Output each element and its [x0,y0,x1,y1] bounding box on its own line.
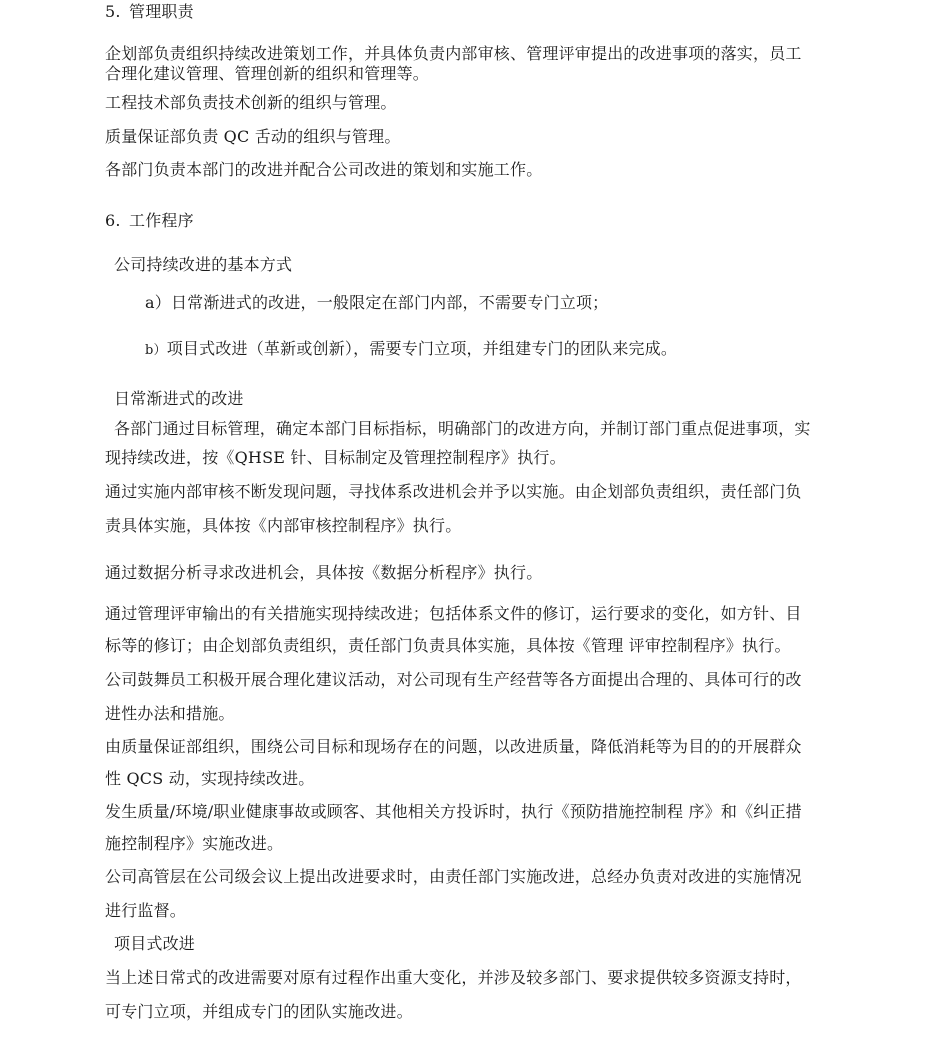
paragraph: 公司鼓舞员工积极开展合理化建议活动，对公司现有生产经营等各方面提出合理的、具体可行的改 [105,670,802,689]
list-item-b-text: 项目式改进（革新或创新），需要专门立项，并组建专门的团队来完成。 [166,339,678,358]
paragraph: 进性办法和措施。 [105,704,235,723]
paragraph: 当上述日常式的改进需要对原有过程作出重大变化，并涉及较多部门、要求提供较多资源支持时， [105,968,802,987]
section-6-title: 工作程序 [129,211,194,230]
paragraph: 合理化建议管理、管理创新的组织和管理等。 [105,64,430,83]
section-6-number: 6. [105,211,121,230]
list-item-b-prefix: b） [145,343,167,358]
paragraph: 现持续改进，按《QHSE 针、目标制定及管理控制程序》执行。 [105,448,566,467]
paragraph: 性 QCS 动，实现持续改进。 [105,769,315,788]
list-item-a: a）日常渐进式的改进，一般限定在部门内部，不需要专门立项； [145,293,609,312]
paragraph: 可专门立项，并组成专门的团队实施改进。 [105,1002,413,1021]
paragraph: 各部门负责本部门的改进并配合公司改进的策划和实施工作。 [105,160,543,179]
paragraph: 发生质量/环境/职业健康事故或顾客、其他相关方投诉时，执行《预防措施控制程 序》和《纠正措 [105,802,802,821]
paragraph: 工程技术部负责技术创新的组织与管理。 [105,93,397,112]
subheading-daily-improvement: 日常渐进式的改进 [114,389,244,408]
subheading-basic-methods: 公司持续改进的基本方式 [114,255,293,274]
paragraph: 责具体实施，具体按《内部审核控制程序》执行。 [105,516,462,535]
paragraph: 通过管理评审输出的有关措施实现持续改进；包括体系文件的修订，运行要求的变化，如方针、目 [105,604,802,623]
paragraph: 标等的修订；由企划部负责组织，责任部门负责具体实施，具体按《管理 评审控制程序》执行。 [105,636,791,655]
section-6-heading [105,211,194,231]
paragraph: 质量保证部负责 QC 舌动的组织与管理。 [105,127,401,146]
subheading-project-improvement: 项目式改进 [114,934,196,953]
paragraph: 进行监督。 [105,901,187,920]
section-5-title: 管理职责 [129,2,194,21]
section-5-number: 5. [105,2,121,21]
paragraph: 通过数据分析寻求改进机会，具体按《数据分析程序》执行。 [105,563,543,582]
paragraph: 各部门通过目标管理，确定本部门目标指标，明确部门的改进方向，并制订部门重点促进事项，实 [114,419,811,438]
paragraph: 企划部负责组织持续改进策划工作，并具体负责内部审核、管理评审提出的改进事项的落实，员工 [105,44,802,63]
paragraph: 公司高管层在公司级会议上提出改进要求时，由责任部门实施改进，总经办负责对改进的实施情况 [105,867,802,886]
section-5-heading [105,2,194,22]
paragraph: 施控制程序》实施改进。 [105,834,284,853]
list-item-b [145,339,677,361]
paragraph: 通过实施内部审核不断发现问题，寻找体系改进机会并予以实施。由企划部负责组织，责任部门负 [105,482,802,501]
paragraph: 由质量保证部组织，围绕公司目标和现场存在的问题，以改进质量，降低消耗等为目的的开展群众 [105,737,802,756]
